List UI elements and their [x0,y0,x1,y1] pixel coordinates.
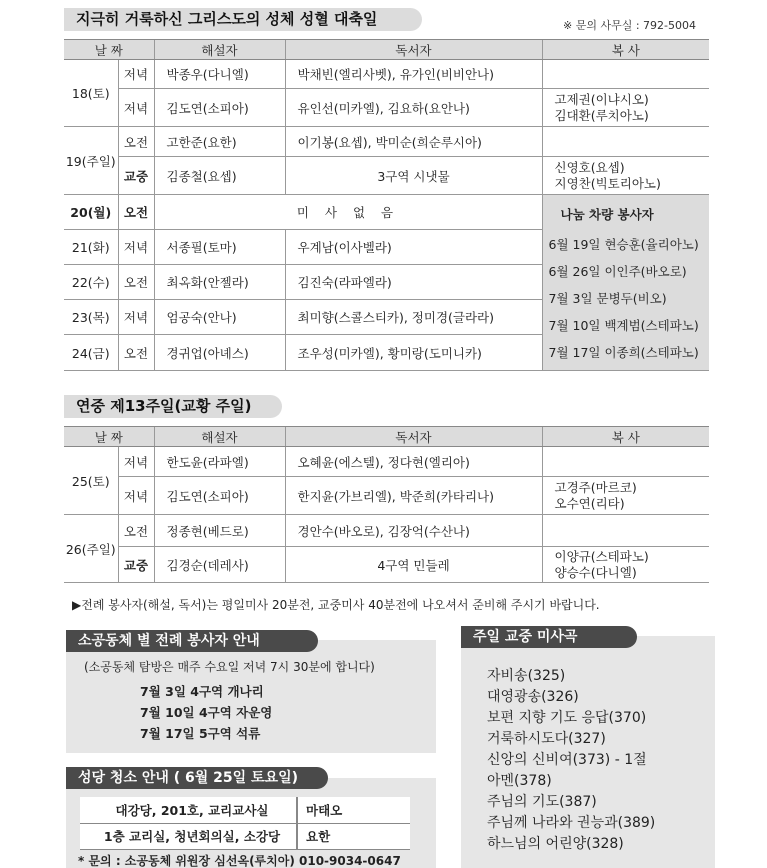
cleaning-place: 대강당, 201호, 교리교사실 [80,797,297,823]
reader-cell: 경안수(바오로), 김장억(수산나) [285,515,542,547]
car-volunteer-title: 나눔 차량 봉사자 [560,207,654,222]
schedule-table-1 [64,39,709,371]
hymn-item: 주님께 나라와 권능과(389) [487,815,656,831]
cleaning-place: 1층 교리실, 청년회의실, 소강당 [80,823,297,849]
commentator-cell: 김도연(소피아) [154,89,285,127]
reader-cell: 유인선(미카엘), 김요하(요안나) [285,89,542,127]
date-cell: 20(월) [64,195,118,230]
date-cell: 26(주일) [64,515,118,583]
reader-cell: 한지윤(가브리엘), 박준희(카타리나) [285,477,542,515]
server-cell [542,515,709,547]
header-server: 복 사 [542,40,709,60]
time-cell: 저녁 [118,447,154,477]
time-cell: 오전 [118,335,154,371]
hymn-item: 거룩하시도다(327) [487,731,606,747]
server-cell: 신영호(요셉) 지영찬(빅토리아노) [542,157,709,195]
car-volunteer-item: 7월 3일 문병두(비오) [548,291,667,306]
reader-cell: 3구역 시냇물 [285,157,542,195]
car-volunteer-item: 7월 10일 백계범(스테파노) [548,318,699,333]
hymn-item: 자비송(325) [487,668,566,684]
community-subtitle: (소공동체 탐방은 매주 수요일 저녁 7시 30분에 합니다) [84,660,375,674]
commentator-cell: 서종필(토마) [154,229,285,265]
community-item: 7월 10일 4구역 자운영 [140,705,273,720]
time-cell: 교중 [118,547,154,583]
commentator-cell: 엄공숙(안나) [154,299,285,335]
header-date: 날 짜 [64,427,154,447]
community-item: 7월 17일 5구역 석류 [140,726,261,741]
car-volunteer-box [542,195,709,371]
section2-title: 연중 제13주일(교황 주일) [64,395,282,418]
time-cell: 저녁 [118,89,154,127]
time-cell: 오전 [118,515,154,547]
commentator-cell: 최옥화(안젤라) [154,265,285,300]
office-contact: ※ 문의 사무실 : 792-5004 [563,19,696,32]
server-cell: 고경주(마르코) 오수연(리타) [542,477,709,515]
header-server: 복 사 [542,427,709,447]
header-commentator: 해설자 [154,40,285,60]
cleaning-title: 성당 청소 안내 ( 6월 25일 토요일) [66,767,328,789]
hymn-item: 보편 지향 기도 응답(370) [487,710,647,726]
hymn-item: 신앙의 신비여(373) - 1절 [487,752,647,768]
date-cell: 18(토) [64,60,118,127]
date-cell: 21(화) [64,229,118,265]
hymn-item: 하느님의 어린양(328) [487,836,624,852]
header-reader: 독서자 [285,427,542,447]
reader-cell: 오혜윤(에스텔), 정다현(엘리아) [285,447,542,477]
cleaning-table [80,797,410,850]
header-commentator: 해설자 [154,427,285,447]
commentator-cell: 김종철(요셉) [154,157,285,195]
car-volunteer-item: 6월 19일 현승훈(율리아노) [548,237,699,252]
date-cell: 19(주일) [64,127,118,195]
header-reader: 독서자 [285,40,542,60]
date-cell: 22(수) [64,265,118,300]
hymn-item: 주님의 기도(387) [487,794,597,810]
commentator-cell: 박종우(다니엘) [154,60,285,89]
date-cell: 23(목) [64,299,118,335]
date-cell: 25(토) [64,447,118,515]
reader-cell: 최미향(스콜스티카), 정미경(글라라) [285,299,542,335]
reader-cell: 박채빈(엘리사벳), 유가인(비비안나) [285,60,542,89]
reader-cell: 우계남(이사벨라) [285,229,542,265]
header-date: 날 짜 [64,40,154,60]
time-cell: 오전 [118,195,154,230]
commentator-cell: 김도연(소피아) [154,477,285,515]
cleaning-contact: * 문의 : 소공동체 위원장 심선옥(루치아) 010-9034-0647 [78,854,401,868]
server-cell [542,60,709,89]
section1-title: 지극히 거룩하신 그리스도의 성체 성혈 대축일 [64,8,422,31]
time-cell: 저녁 [118,477,154,515]
community-title: 소공동체 별 전례 봉사자 안내 [66,630,318,652]
time-cell: 저녁 [118,299,154,335]
no-mass-cell: 미 사 없 음 [154,195,542,230]
hymn-item: 대영광송(326) [487,689,579,705]
hymn-item: 아멘(378) [487,773,552,789]
time-cell: 저녁 [118,60,154,89]
time-cell: 오전 [118,265,154,300]
hymn-title: 주일 교중 미사곡 [461,626,637,648]
commentator-cell: 고한준(요한) [154,127,285,157]
commentator-cell: 경귀업(아녜스) [154,335,285,371]
volunteer-note: ▶전례 봉사자(해설, 독서)는 평일미사 20분전, 교중미사 40분전에 나오셔서 준비해 주시기 바랍니다. [72,598,600,612]
commentator-cell: 한도윤(라파엘) [154,447,285,477]
car-volunteer-item: 7월 17일 이종희(스테파노) [548,345,699,360]
reader-cell: 4구역 민들레 [285,547,542,583]
date-cell: 24(금) [64,335,118,371]
schedule-table-2 [64,426,709,583]
server-cell [542,447,709,477]
cleaning-group: 요한 [297,823,410,849]
reader-cell: 이기봉(요셉), 박미순(희순루시아) [285,127,542,157]
community-item: 7월 3일 4구역 개나리 [140,684,264,699]
commentator-cell: 정종현(베드로) [154,515,285,547]
car-volunteer-item: 6월 26일 이인주(바오로) [548,264,687,279]
time-cell: 교중 [118,157,154,195]
time-cell: 저녁 [118,229,154,265]
commentator-cell: 김경순(데레사) [154,547,285,583]
server-cell: 이양규(스테파노) 양승수(다니엘) [542,547,709,583]
server-cell [542,127,709,157]
cleaning-group: 마태오 [297,797,410,823]
reader-cell: 조우성(미카엘), 황미랑(도미니카) [285,335,542,371]
reader-cell: 김진숙(라파엘라) [285,265,542,300]
server-cell: 고제권(이냐시오) 김대환(루치아노) [542,89,709,127]
time-cell: 오전 [118,127,154,157]
